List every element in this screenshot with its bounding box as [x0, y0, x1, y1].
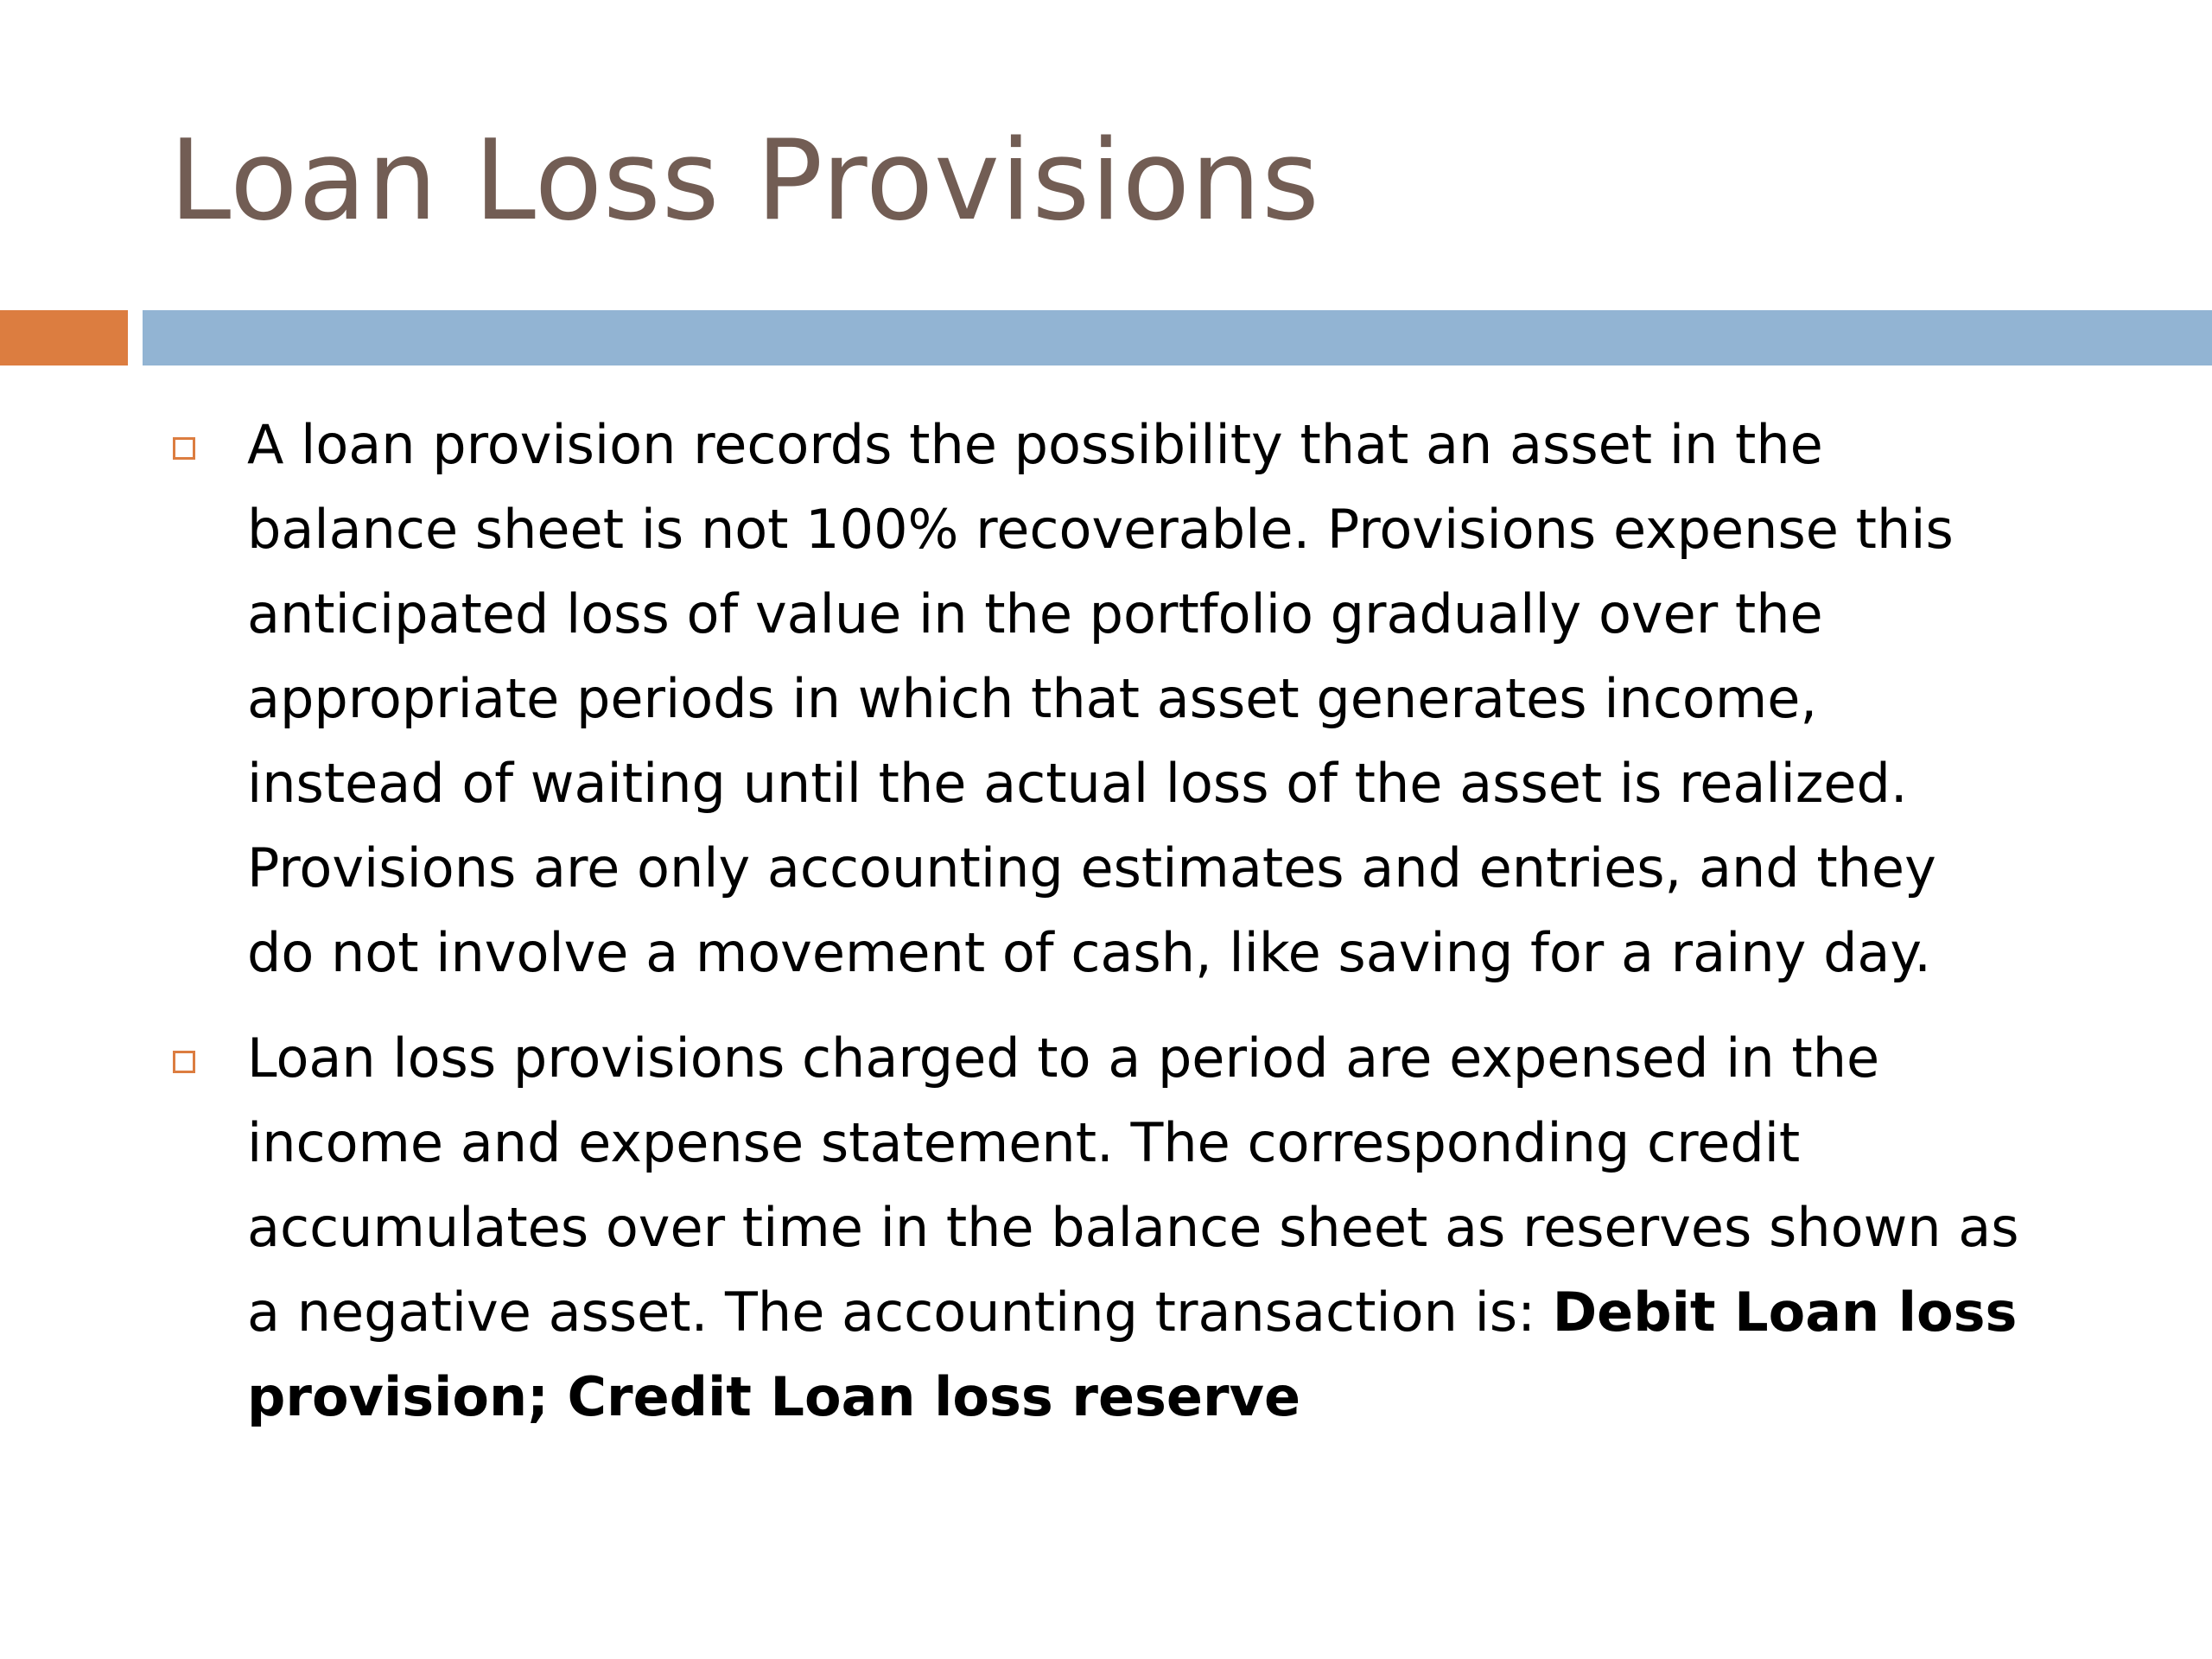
text-line: A loan provision records the possibility that an asset in the: [247, 413, 1823, 476]
text-line: accumulates over time in the balance sheet as reserves shown as: [247, 1196, 2019, 1259]
text-line-mixed: [247, 1270, 2070, 1355]
square-bullet-icon: [173, 1051, 195, 1073]
bullet-item-1: [169, 403, 2070, 995]
accent-bar-blue: [143, 310, 2212, 365]
text-line: instead of waiting until the actual loss of the asset is realized.: [247, 752, 1908, 815]
text-line: balance sheet is not 100% recoverable. Provisions expense this: [247, 498, 1954, 561]
text-line: income and expense statement. The corresponding credit: [247, 1111, 1801, 1174]
text-line: anticipated loss of value in the portfolio gradually over the: [247, 582, 1823, 645]
text-line: Provisions are only accounting estimates and entries, and they: [247, 836, 1936, 899]
text-line: appropriate periods in which that asset generates income,: [247, 667, 1818, 730]
text-line: Loan loss provisions charged to a period are expensed in the: [247, 1027, 1880, 1090]
text-line-bold: provision; Credit Loan loss reserve: [247, 1365, 1300, 1428]
bullet-text: [247, 403, 2070, 995]
bullet-item-2: [169, 1016, 2070, 1440]
bullet-text: [247, 1016, 2070, 1440]
text-regular: a negative asset. The accounting transaction is:: [247, 1281, 1553, 1344]
text-line: do not involve a movement of cash, like saving for a rainy day.: [247, 921, 1931, 984]
slide-content: [169, 403, 2070, 1460]
text-bold: Debit Loan loss: [1552, 1281, 2018, 1344]
accent-bar-orange: [0, 310, 128, 365]
square-bullet-icon: [173, 437, 195, 460]
slide-title: Loan Loss Provisions: [169, 117, 1320, 245]
